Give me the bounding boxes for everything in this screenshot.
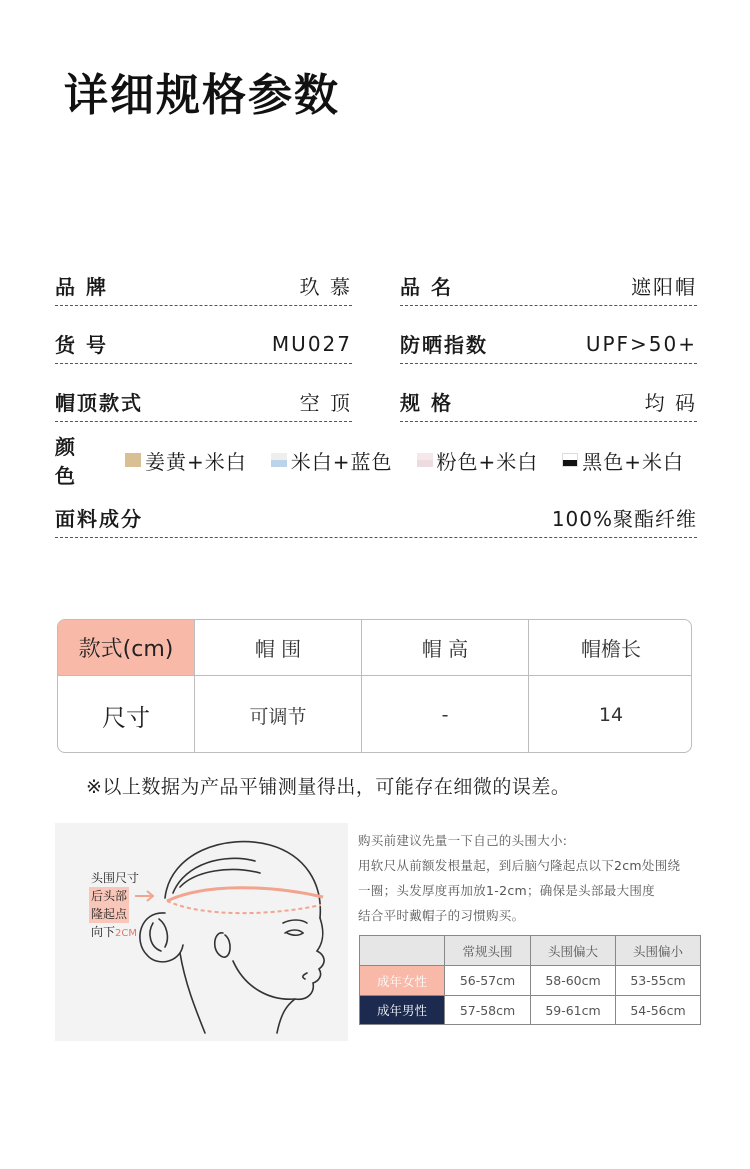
spec-label: 品 牌 — [55, 275, 108, 299]
color-swatch — [417, 453, 433, 467]
spec-brand — [55, 266, 352, 306]
head-table-col-label: 头围偏大 — [547, 943, 598, 959]
size-header-label: 款式(cm) — [78, 637, 174, 662]
color-swatch — [271, 453, 287, 467]
measurement-note: ※以上数据为产品平铺测量得出，可能存在细微的误差。 — [86, 776, 571, 798]
color-name: 姜黄+米白 — [145, 449, 247, 474]
spec-label: 面料成分 — [55, 507, 143, 531]
head-table-cell — [531, 966, 616, 996]
size-header-label: 帽 高 — [421, 637, 469, 661]
page-title: 详细规格参数 — [64, 70, 340, 121]
color-name: 黑色+米白 — [582, 449, 685, 474]
size-value-text: 14 — [598, 704, 624, 726]
head-size-table — [359, 935, 701, 1025]
head-table-col — [616, 936, 700, 966]
size-header-brim — [528, 620, 692, 675]
size-value-height — [361, 676, 528, 753]
head-table-value: 56-57cm — [459, 973, 516, 988]
illus-text: 后头部 — [91, 889, 128, 903]
spec-value: 玖 慕 — [299, 275, 352, 299]
spec-value: MU027 — [271, 331, 352, 356]
size-header-circ — [194, 620, 361, 675]
color-swatch — [125, 453, 141, 467]
size-header-label: 帽檐长 — [581, 637, 641, 661]
spec-colors — [55, 435, 700, 488]
head-table-value: 59-61cm — [545, 1002, 601, 1018]
head-table-cell — [616, 996, 700, 1024]
spec-label: 品 名 — [400, 275, 453, 299]
color-option — [417, 446, 539, 475]
illus-text: 隆起点 — [91, 907, 128, 921]
head-table-value: 57-58cm — [459, 1002, 516, 1018]
head-table-row-text: 成年女性 — [376, 973, 427, 989]
advice-line: 结合平时戴帽子的习惯购买。 — [358, 908, 525, 923]
head-table-value: 53-55cm — [630, 973, 686, 988]
head-table-col-label: 常规头围 — [462, 943, 513, 959]
size-header-style — [58, 620, 194, 675]
size-value-circ — [194, 676, 361, 753]
advice-line: 一圈；头发厚度再加放1-2cm；确保是头部最大围度 — [358, 883, 655, 898]
illus-label-ridge — [89, 905, 129, 923]
head-table-cell — [445, 996, 531, 1024]
advice-line: 用软尺从前额发根量起，到后脑勺隆起点以下2cm处围绕 — [358, 858, 681, 873]
size-row-label — [58, 676, 194, 753]
head-table-corner — [360, 936, 445, 966]
spec-label: 防晒指数 — [400, 333, 488, 357]
spec-label: 颜 色 — [55, 435, 83, 488]
head-table-row-label — [360, 966, 445, 996]
spec-value: 均 码 — [644, 391, 697, 415]
size-value-brim — [528, 676, 692, 753]
head-table-value: 58-60cm — [545, 973, 601, 988]
spec-sku — [55, 324, 352, 364]
color-option — [562, 446, 684, 475]
illus-label-down — [91, 923, 137, 943]
head-table-cell — [616, 966, 700, 996]
size-header-height — [361, 620, 528, 675]
color-option — [125, 446, 247, 475]
size-value-text: 可调节 — [249, 705, 307, 728]
illus-label-back-head — [89, 887, 129, 905]
color-swatch — [562, 453, 578, 467]
spec-size — [400, 382, 697, 422]
spec-fabric — [55, 498, 697, 538]
color-name: 粉色+米白 — [436, 449, 539, 474]
color-name: 米白+蓝色 — [290, 449, 393, 474]
illus-label-head-size — [91, 869, 139, 887]
spec-upf — [400, 324, 697, 364]
spec-value: 100%聚酯纤维 — [551, 507, 697, 531]
head-table-value: 54-56cm — [630, 1002, 686, 1018]
spec-label: 帽顶款式 — [55, 391, 143, 415]
spec-value: 遮阳帽 — [631, 275, 697, 299]
head-measure-illustration — [55, 823, 348, 1041]
spec-product-name — [400, 266, 697, 306]
color-option — [271, 446, 393, 475]
size-header-label: 帽 围 — [254, 637, 302, 661]
head-table-col — [531, 936, 616, 966]
spec-label: 规 格 — [400, 391, 453, 415]
head-table-row-label — [360, 996, 445, 1024]
head-table-col — [445, 936, 531, 966]
head-table-row-text: 成年男性 — [376, 1003, 427, 1018]
head-table-col-label: 头围偏小 — [632, 943, 683, 959]
size-table — [57, 619, 692, 753]
illus-text: 向下 — [91, 925, 116, 939]
spec-label: 货 号 — [55, 333, 108, 357]
size-value-text: - — [441, 704, 449, 726]
head-table-cell — [445, 966, 531, 996]
illus-text-accent: 2CM — [115, 928, 137, 939]
spec-value: 空 顶 — [299, 391, 352, 415]
illus-text: 头围尺寸 — [91, 871, 140, 885]
head-table-cell — [531, 996, 616, 1024]
advice-line: 购买前建议先量一下自己的头围大小: — [358, 833, 568, 848]
size-row-text: 尺寸 — [102, 703, 150, 732]
spec-top-style — [55, 382, 352, 422]
spec-value: UPF>50+ — [585, 331, 697, 356]
